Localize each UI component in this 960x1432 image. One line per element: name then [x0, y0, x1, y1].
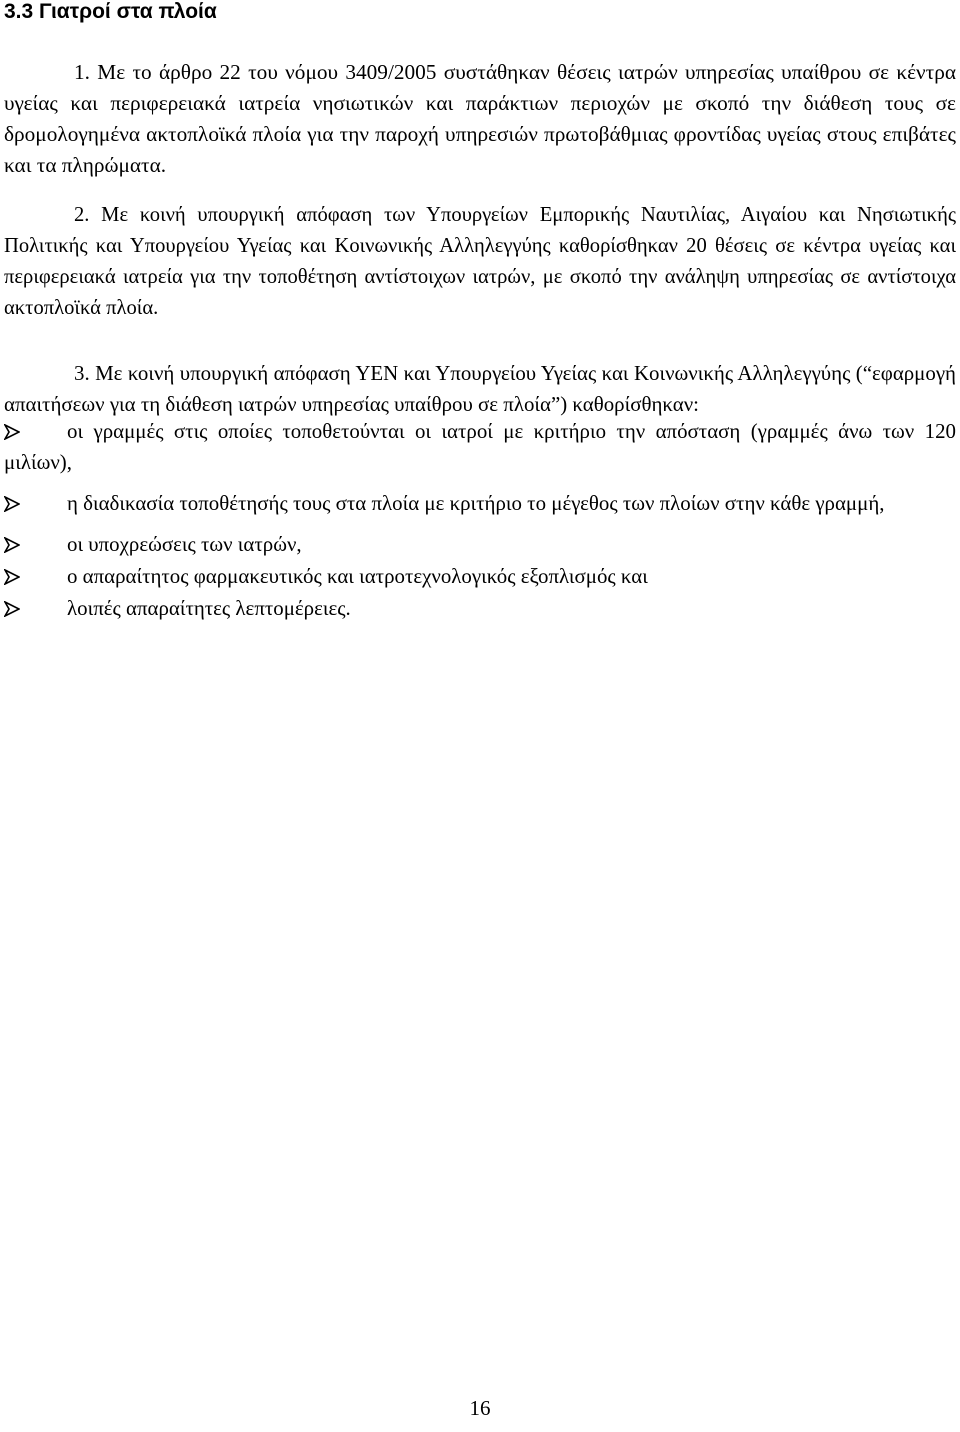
list-item-text: η διαδικασία τοποθέτησής τους στα πλοία με κριτήριο το μέγεθος των πλοίων στην κάθε γραμμή, [67, 491, 885, 515]
list-item [4, 593, 956, 624]
page-number: 16 [469, 1396, 491, 1420]
paragraph-3: 3. Με κοινή υπουργική απόφαση ΥΕΝ και Υπουργείου Υγείας και Κοινωνικής Αλληλεγγύης (“εφαρμογή απαιτήσεων για τη διάθεση ιατρών υπηρεσίας υπαίθρου σε πλοία”) καθορίσθηκαν: [4, 361, 956, 416]
arrowhead-bullet-icon [4, 529, 67, 553]
arrowhead-bullet-icon [4, 593, 67, 617]
arrowhead-bullet-icon [4, 561, 67, 585]
requirements-list [4, 416, 956, 624]
paragraph-2: 2. Με κοινή υπουργική απόφαση των Υπουργείων Εμπορικής Ναυτιλίας, Αιγαίου και Νησιωτικής Πολιτικής και Υπουργείου Υγείας και Κοινωνικής Αλληλεγγύης καθορίσθηκαν 20 θέσεις σε κέντρα υγείας και περιφερειακά ιατρεία για την τοποθέτηση αντίστοιχων ιατρών, με σκοπό την ανάληψη υπηρεσίας σε αντίστοιχα ακτοπλοϊκά πλοία. [4, 204, 956, 319]
list-item [4, 416, 956, 478]
list-item-text: οι υποχρεώσεις των ιατρών, [67, 532, 302, 556]
list-item [4, 561, 956, 592]
list-item-text: λοιπές απαραίτητες λεπτομέρειες. [67, 596, 351, 620]
list-item [4, 488, 956, 519]
list-item-text: οι γραμμές στις οποίες τοποθετούνται οι ιατροί με κριτήριο την απόσταση (γραμμές άνω των 120 μιλίων), [4, 419, 956, 474]
list-item [4, 529, 956, 560]
arrowhead-bullet-icon [4, 488, 67, 512]
list-item-text: ο απαραίτητος φαρμακευτικός και ιατροτεχνολογικός εξοπλισμός και [67, 564, 648, 588]
arrowhead-bullet-icon [4, 416, 67, 440]
section-heading: 3.3 Γιατροί στα πλοία [4, 0, 217, 23]
paragraph-1: 1. Με το άρθρο 22 του νόμου 3409/2005 συστάθηκαν θέσεις ιατρών υπηρεσίας υπαίθρου σε κέντρα υγείας και περιφερειακά ιατρεία νησιωτικών και παράκτιων περιοχών με σκοπό την διάθεση τους σε δρομολογημένα ακτοπλοϊκά πλοία για την παροχή υπηρεσιών πρωτοβάθμιας φροντίδας υγείας στους επιβάτες και τα πληρώματα. [4, 60, 956, 177]
